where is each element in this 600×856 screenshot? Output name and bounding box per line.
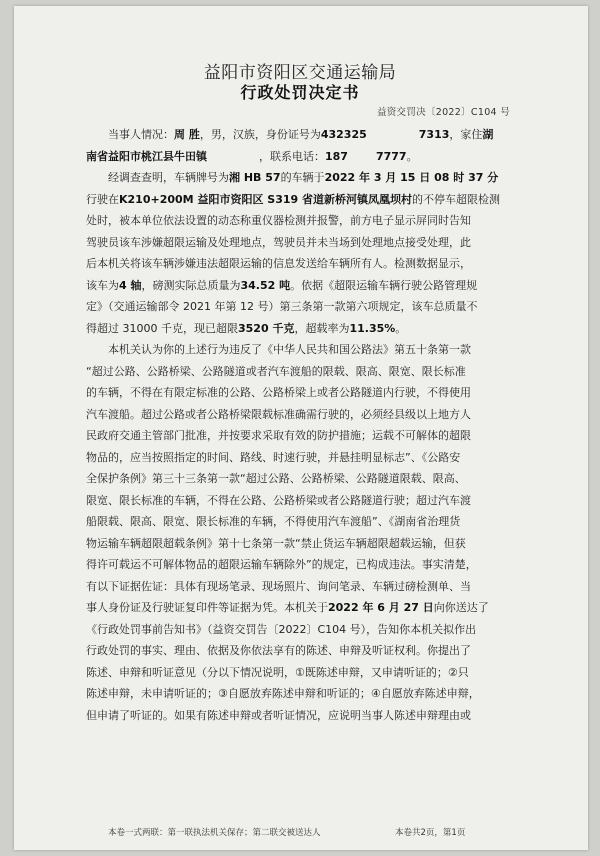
para2-line: 《行政处罚事前告知书》（益资交罚告〔2022〕C104 号），告知你本机关拟作出 bbox=[86, 622, 477, 636]
para2-line: 物品的，应当按照指定的时间、路线、时速行驶，并悬挂明显标志”、《公路安 bbox=[86, 450, 461, 464]
para2-line: 行政处罚的事实、理由、依据及你依法享有的陈述、申辩及听证权利。你提出了 bbox=[86, 644, 471, 657]
para2-line: 陈述、申辩和听证意见（分以下情况说明，①既陈述申辩，又申请听证的；②只 bbox=[86, 665, 469, 679]
document-body bbox=[86, 124, 518, 726]
redacted-id bbox=[367, 130, 419, 140]
redacted-phone bbox=[348, 152, 376, 162]
para1-line: 该车为4 轴，磅测实际总质量为34.52 吨。依据《超限运输车辆行驶公路管理规 bbox=[86, 278, 478, 292]
para2-line: 事人身份证及行驶证复印件等证据为凭。本机关于2022 年 6 月 27 日向你送达了 bbox=[86, 601, 489, 614]
para2-line: 但申请了听证的。如果有陈述申辩或者听证情况，应说明当事人陈述申辩理由或 bbox=[86, 708, 471, 722]
footer-copies-note: 本卷一式两联：第一联执法机关保存；第二联交被送达人 bbox=[108, 828, 321, 838]
party-name: 周 胜 bbox=[174, 128, 200, 141]
para1-line: 定》（交通运输部令 2021 年第 12 号）第三条第一款第六项规定，该车总质量不 bbox=[86, 300, 478, 313]
para2-line: 限宽、限长标准的车辆，不得在公路、公路桥梁或者公路隧道行驶；超过汽车渡 bbox=[86, 493, 471, 507]
para1-line: 驾驶员该车涉嫌超限运输及处理地点，驾驶员并未当场到处理地点接受处理，此 bbox=[86, 235, 471, 249]
para2-line: 汽车渡船。超过公路或者公路桥梁限载标准确需行驶的，必须经县级以上地方人 bbox=[86, 407, 471, 421]
para1-line: 处时，被本单位依法设置的动态称重仪器检测并报警，前方电子显示屏同时告知 bbox=[86, 214, 471, 227]
para2-line: 本机关认为你的上述行为违反了《中华人民共和国公路法》第五十条第一款 bbox=[108, 343, 471, 356]
para2-line: 民政府交通主管部门批准，并按要求采取有效的防护措施；运载不可解体的超限 bbox=[86, 429, 471, 442]
para2-line: 有以下证据佐证：具体有现场笔录、现场照片、询问笔录、车辆过磅检测单、当 bbox=[86, 579, 471, 593]
para2-line: “超过公路、公路桥梁、公路隧道或者汽车渡船的限载、限高、限宽、限长标准 bbox=[86, 364, 466, 378]
party-line-1: 当事人情况：周 胜，男，汉族，身份证号为432325 7313，家住湖 bbox=[108, 128, 494, 141]
para2-line: 全保护条例》第三十三条第一款“超过公路、公路桥梁、公路隧道限载、限高、 bbox=[86, 472, 466, 485]
redacted-address bbox=[207, 152, 259, 162]
para1-line: 行驶在K210+200M 益阳市资阳区 S319 省道新桥河镇凤凰坝村的不停车超限检测 bbox=[86, 192, 500, 206]
document-number: 益资交罚决〔2022〕C104 号 bbox=[376, 107, 510, 118]
para1-line: 后本机关将该车辆涉嫌违法超限运输的信息发送给车辆所有人。检测数据显示， bbox=[86, 257, 471, 270]
para2-line: 船限载、限高、限宽、限长标准的车辆，不得使用汽车渡船”、《湖南省治理货 bbox=[86, 515, 461, 528]
notice-date: 2022 年 6 月 27 日 bbox=[328, 601, 434, 614]
para2-line: 的车辆，不得在有限定标准的公路、公路桥梁上或者公路隧道内行驶，不得使用 bbox=[86, 386, 471, 399]
party-line-2: 南省益阳市桃江县牛田镇 ，联系电话：187 7777。 bbox=[86, 149, 418, 163]
footer-page-number: 本卷共2页，第1页 bbox=[395, 828, 466, 838]
document-title: 行政处罚决定书 bbox=[240, 83, 360, 102]
para2-line: 物运输车辆超限超载条例》第十七条第一款“禁止货运车辆超限超载运输，但获 bbox=[86, 536, 466, 550]
agency-title: 益阳市资阳区交通运输局 bbox=[203, 63, 397, 83]
para1-line: 经调查查明，车辆牌号为湘 HB 57的车辆于2022 年 3 月 15 日 08 时 37 分 bbox=[108, 171, 499, 184]
para1-line: 得超过 31000 千克，现已超限3520 千克，超载率为11.35%。 bbox=[86, 321, 407, 335]
para2-line: 陈述申辩，未申请听证的；③自愿放弃陈述申辩和听证的；④自愿放弃陈述申辩， bbox=[86, 687, 480, 700]
para2-line: 得许可载运不可解体物品的超限运输车辆除外”的规定，已构成违法。事实清楚， bbox=[86, 558, 477, 571]
